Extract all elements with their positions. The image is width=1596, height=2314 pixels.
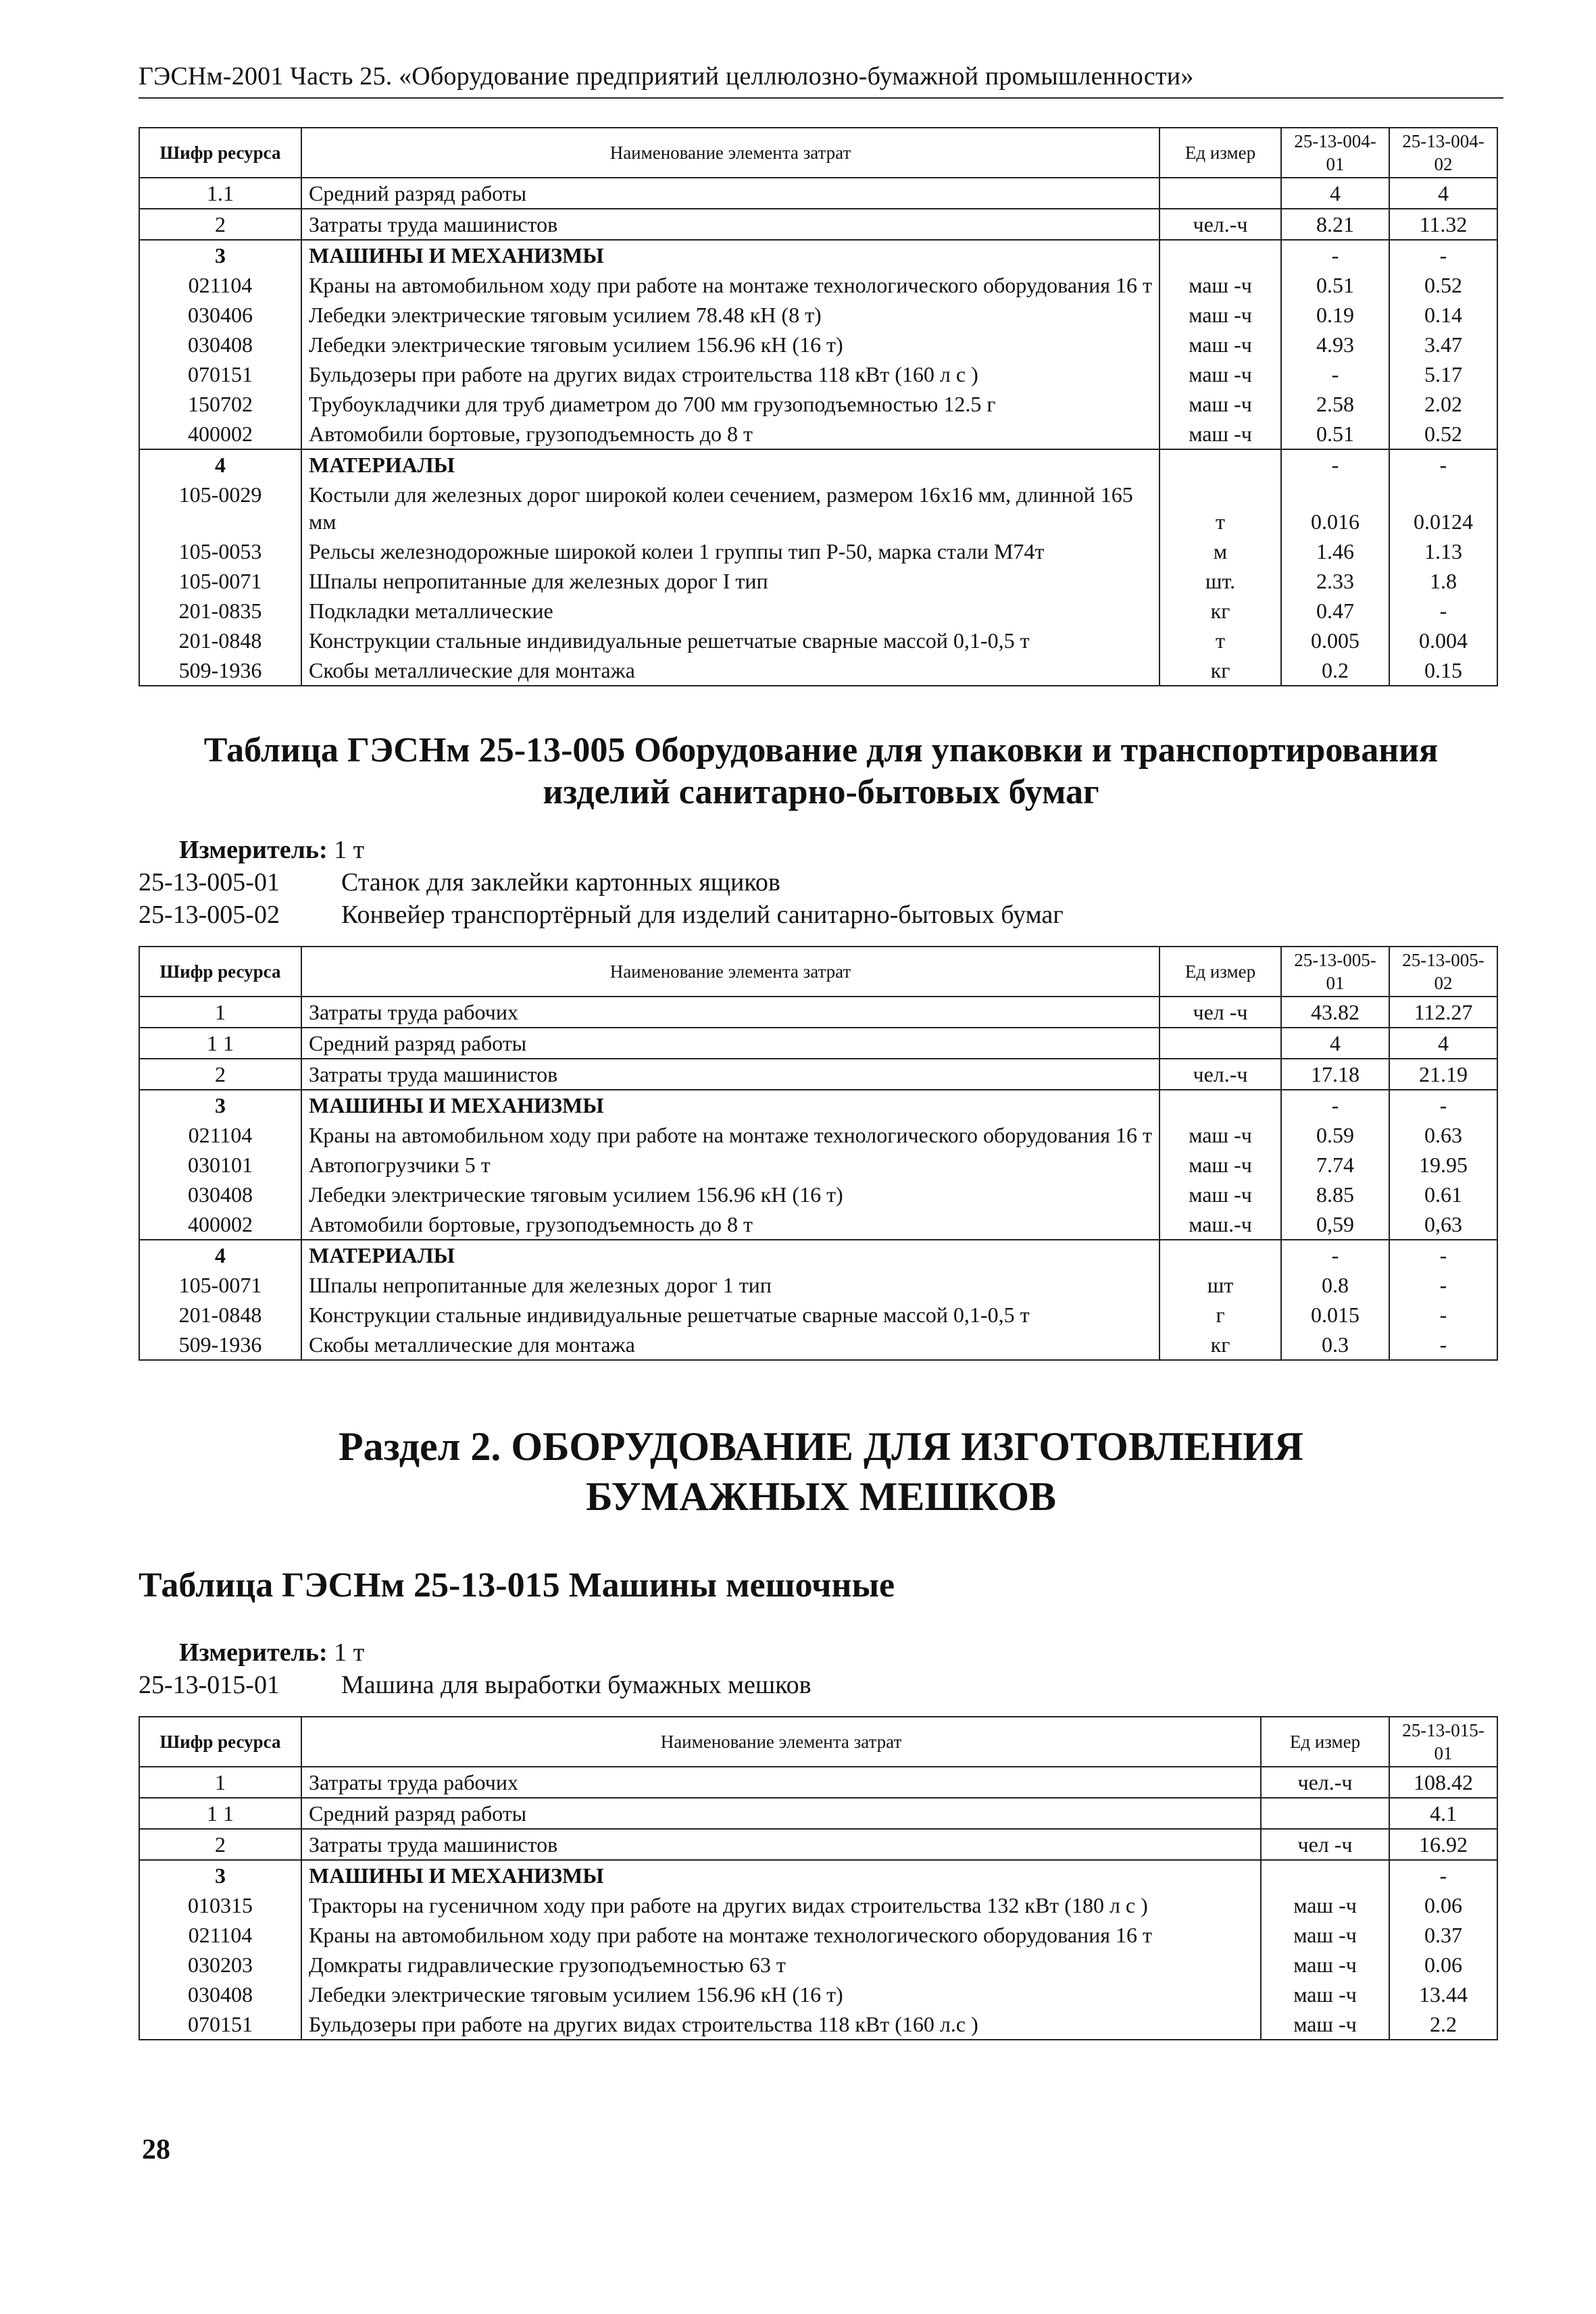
resource-unit: маш -ч <box>1159 1180 1281 1209</box>
resource-code: 4 <box>139 1240 301 1270</box>
resource-name: Бульдозеры при работе на других видах строительства 118 кВт (160 л.с ) <box>301 2009 1261 2040</box>
resource-value: - <box>1281 449 1389 480</box>
resource-name: Конструкции стальные индивидуальные решетчатые сварные массой 0,1-0,5 т <box>301 626 1159 655</box>
resource-value: 21.19 <box>1389 1059 1497 1090</box>
resource-unit: кг <box>1159 1330 1281 1360</box>
col-header-variant: 25-13-015-01 <box>1389 1717 1497 1767</box>
table-row <box>139 1059 1497 1090</box>
resource-value: 8.21 <box>1281 209 1389 240</box>
resource-unit: маш -ч <box>1159 300 1281 330</box>
col-header-unit: Ед измер <box>1159 947 1281 997</box>
resource-value: - <box>1389 1330 1497 1360</box>
table-row <box>139 997 1497 1028</box>
resource-unit: кг <box>1159 655 1281 686</box>
resource-code: 105-0071 <box>139 566 301 596</box>
table-row <box>139 1798 1497 1829</box>
table-row <box>139 1860 1497 1890</box>
table-row <box>139 1028 1497 1059</box>
resource-value: 0.52 <box>1389 270 1497 300</box>
resource-name: Краны на автомобильном ходу при работе на монтаже технологического оборудования 16 т <box>301 1120 1159 1150</box>
resource-code: 201-0848 <box>139 626 301 655</box>
resource-value: - <box>1281 1090 1389 1120</box>
resource-code: 021104 <box>139 1920 301 1950</box>
resource-unit: маш -ч <box>1261 1890 1389 1920</box>
resource-value: 0.61 <box>1389 1180 1497 1209</box>
resource-value: 0.06 <box>1389 1950 1497 1980</box>
table-row <box>139 1300 1497 1330</box>
table-row <box>139 655 1497 686</box>
table-row <box>139 1920 1497 1950</box>
table-row <box>139 1980 1497 2009</box>
resource-value: 2.33 <box>1281 566 1389 596</box>
col-header-code: Шифр ресурса <box>139 128 301 178</box>
resource-value: 0.8 <box>1281 1270 1389 1300</box>
resource-unit <box>1159 1240 1281 1270</box>
resource-code: 010315 <box>139 1890 301 1920</box>
resource-code: 400002 <box>139 419 301 449</box>
table-row <box>139 178 1497 209</box>
meter-value: 1 т <box>334 836 365 864</box>
table-row <box>139 389 1497 419</box>
variant-name: Машина для выработки бумажных мешков <box>341 1671 812 1699</box>
resource-name: Скобы металлические для монтажа <box>301 655 1159 686</box>
table-title-25-13-005: Таблица ГЭСНм 25-13-005 Оборудование для упаковки и транспортирования изделий санитарно-бытовых бумаг <box>203 731 1439 811</box>
resource-value: 7.74 <box>1281 1150 1389 1180</box>
resource-code: 070151 <box>139 2009 301 2040</box>
resource-code: 3 <box>139 240 301 270</box>
resource-code: 2 <box>139 1829 301 1860</box>
resource-value: 0.19 <box>1281 300 1389 330</box>
resource-unit: г <box>1159 1300 1281 1330</box>
col-header-unit: Ед измер <box>1261 1717 1389 1767</box>
resource-name: Трубоукладчики для труб диаметром до 700 мм грузоподъемностью 12.5 г <box>301 389 1159 419</box>
resource-unit: т <box>1159 626 1281 655</box>
resource-name: Конструкции стальные индивидуальные решетчатые сварные массой 0,1-0,5 т <box>301 1300 1159 1330</box>
resource-value: - <box>1281 359 1389 389</box>
resource-unit: шт. <box>1159 566 1281 596</box>
resource-unit: чел.-ч <box>1159 1059 1281 1090</box>
resource-unit: кг <box>1159 596 1281 626</box>
table-row <box>139 270 1497 300</box>
resource-code: 201-0835 <box>139 596 301 626</box>
resource-value: 0.52 <box>1389 419 1497 449</box>
table-row <box>139 1950 1497 1980</box>
table-row <box>139 1240 1497 1270</box>
table-row <box>139 1767 1497 1798</box>
table-row <box>139 330 1497 359</box>
col-header-code: Шифр ресурса <box>139 947 301 997</box>
resource-value: 1.46 <box>1281 536 1389 566</box>
resource-value: 0.59 <box>1281 1120 1389 1150</box>
table-row <box>139 359 1497 389</box>
resource-code: 1.1 <box>139 178 301 209</box>
table-row <box>139 536 1497 566</box>
table-row <box>139 419 1497 449</box>
resource-value: 5.17 <box>1389 359 1497 389</box>
resource-unit: м <box>1159 536 1281 566</box>
resource-unit: чел.-ч <box>1159 209 1281 240</box>
resource-unit <box>1159 449 1281 480</box>
resource-code: 021104 <box>139 270 301 300</box>
resource-value: 4 <box>1281 178 1389 209</box>
resource-unit <box>1159 178 1281 209</box>
meter-value: 1 т <box>334 1638 365 1667</box>
table-row <box>139 480 1497 536</box>
resource-value: 1.8 <box>1389 566 1497 596</box>
resource-name: Костыли для железных дорог широкой колеи сечением, размером 16х16 мм, длинной 165 мм <box>301 480 1159 536</box>
table-row <box>139 1090 1497 1120</box>
meter-label: Измеритель: <box>179 836 328 864</box>
resource-value: 0.2 <box>1281 655 1389 686</box>
table-row <box>139 1120 1497 1150</box>
resource-unit <box>1261 1798 1389 1829</box>
resource-code: 070151 <box>139 359 301 389</box>
resource-name: Затраты труда рабочих <box>301 997 1159 1028</box>
col-header-name: Наименование элемента затрат <box>301 947 1159 997</box>
col-header-name: Наименование элемента затрат <box>301 128 1159 178</box>
variant-name: Станок для заклейки картонных ящиков <box>341 868 780 897</box>
resource-value: 0.47 <box>1281 596 1389 626</box>
col-header-code: Шифр ресурса <box>139 1717 301 1767</box>
table-row <box>139 209 1497 240</box>
col-header-variant: 25-13-004-02 <box>1389 128 1497 178</box>
resource-value: 4 <box>1281 1028 1389 1059</box>
resource-unit <box>1159 1090 1281 1120</box>
resource-name: Средний разряд работы <box>301 178 1159 209</box>
resource-value: 0.3 <box>1281 1330 1389 1360</box>
resource-value: 4 <box>1389 1028 1497 1059</box>
resource-name: Средний разряд работы <box>301 1028 1159 1059</box>
resource-code: 030408 <box>139 1980 301 2009</box>
resource-value: - <box>1389 1090 1497 1120</box>
variant-code: 25-13-015-01 <box>139 1671 280 1699</box>
resource-unit: маш -ч <box>1159 270 1281 300</box>
resource-name: Средний разряд работы <box>301 1798 1261 1829</box>
resource-unit: чел -ч <box>1261 1829 1389 1860</box>
resource-code: 400002 <box>139 1209 301 1240</box>
table-row <box>139 1180 1497 1209</box>
resource-value: 108.42 <box>1389 1767 1497 1798</box>
col-header-variant: 25-13-005-01 <box>1281 947 1389 997</box>
resource-name: Лебедки электрические тяговым усилием 156.96 кН (16 т) <box>301 330 1159 359</box>
resource-value: 3.47 <box>1389 330 1497 359</box>
resource-code: 105-0071 <box>139 1270 301 1300</box>
resource-value: - <box>1389 240 1497 270</box>
resource-value: 0.06 <box>1389 1890 1497 1920</box>
document-page <box>139 61 1503 2040</box>
resource-value: - <box>1389 449 1497 480</box>
resource-value: 0.37 <box>1389 1920 1497 1950</box>
variant-line <box>139 866 1503 899</box>
resource-value: 16.92 <box>1389 1829 1497 1860</box>
resource-name: МАТЕРИАЛЫ <box>301 1240 1159 1270</box>
table-row <box>139 626 1497 655</box>
resource-unit: маш -ч <box>1261 1950 1389 1980</box>
resource-unit: маш -ч <box>1159 1120 1281 1150</box>
resource-code: 030408 <box>139 1180 301 1209</box>
resource-value: 0,59 <box>1281 1209 1389 1240</box>
resource-name: Бульдозеры при работе на других видах строительства 118 кВт (160 л с ) <box>301 359 1159 389</box>
resource-code: 150702 <box>139 389 301 419</box>
table-row <box>139 449 1497 480</box>
resource-code: 1 <box>139 997 301 1028</box>
resource-value: - <box>1389 596 1497 626</box>
resource-name: Лебедки электрические тяговым усилием 78.48 кН (8 т) <box>301 300 1159 330</box>
resource-value: - <box>1389 1240 1497 1270</box>
resource-name: Лебедки электрические тяговым усилием 156.96 кН (16 т) <box>301 1980 1261 2009</box>
resource-value: 0,63 <box>1389 1209 1497 1240</box>
resource-value: - <box>1281 240 1389 270</box>
resource-unit: шт <box>1159 1270 1281 1300</box>
resource-value: 4.93 <box>1281 330 1389 359</box>
resource-name: МАШИНЫ И МЕХАНИЗМЫ <box>301 1860 1261 1890</box>
resource-value: 0.004 <box>1389 626 1497 655</box>
resource-unit: т <box>1159 480 1281 536</box>
resource-code: 509-1936 <box>139 655 301 686</box>
resource-unit <box>1159 1028 1281 1059</box>
resource-value: 11.32 <box>1389 209 1497 240</box>
resource-code: 105-0029 <box>139 480 301 536</box>
resource-name: МАШИНЫ И МЕХАНИЗМЫ <box>301 1090 1159 1120</box>
resource-value: 112.27 <box>1389 997 1497 1028</box>
col-header-variant: 25-13-005-02 <box>1389 947 1497 997</box>
resource-value: 4.1 <box>1389 1798 1497 1829</box>
resource-unit: маш -ч <box>1261 1920 1389 1950</box>
resource-name: Затраты труда рабочих <box>301 1767 1261 1798</box>
resource-name: Краны на автомобильном ходу при работе на монтаже технологического оборудования 16 т <box>301 1920 1261 1950</box>
resource-code: 3 <box>139 1860 301 1890</box>
resource-code: 201-0848 <box>139 1300 301 1330</box>
running-header: ГЭСНм-2001 Часть 25. «Оборудование предприятий целлюлозно-бумажной промышленности» <box>139 61 1503 99</box>
resource-unit <box>1261 1860 1389 1890</box>
resource-value: - <box>1389 1270 1497 1300</box>
resource-value: 0.51 <box>1281 419 1389 449</box>
resource-code: 030203 <box>139 1950 301 1980</box>
resource-name: Скобы металлические для монтажа <box>301 1330 1159 1360</box>
resource-code: 1 <box>139 1767 301 1798</box>
variant-line <box>139 1669 1503 1701</box>
variant-code: 25-13-005-02 <box>139 901 280 929</box>
resource-unit: маш -ч <box>1159 1150 1281 1180</box>
resource-name: Домкраты гидравлические грузоподъемностью 63 т <box>301 1950 1261 1980</box>
resource-unit: чел -ч <box>1159 997 1281 1028</box>
resource-value: 0.51 <box>1281 270 1389 300</box>
resource-value: 0.016 <box>1281 480 1389 536</box>
resource-code: 2 <box>139 209 301 240</box>
table-title-25-13-015: Таблица ГЭСНм 25-13-015 Машины мешочные <box>139 1566 895 1605</box>
resource-name: Рельсы железнодорожные широкой колеи 1 группы тип Р-50, марка стали М74т <box>301 536 1159 566</box>
table-row <box>139 2009 1497 2040</box>
resource-code: 3 <box>139 1090 301 1120</box>
resource-unit <box>1159 240 1281 270</box>
resource-value: 0.14 <box>1389 300 1497 330</box>
resource-name: Лебедки электрические тяговым усилием 156.96 кН (16 т) <box>301 1180 1159 1209</box>
table-row <box>139 1829 1497 1860</box>
resource-value: 43.82 <box>1281 997 1389 1028</box>
resource-name: Автомобили бортовые, грузоподъемность до 8 т <box>301 419 1159 449</box>
resource-value: 2.58 <box>1281 389 1389 419</box>
col-header-name: Наименование элемента затрат <box>301 1717 1261 1767</box>
resource-code: 105-0053 <box>139 536 301 566</box>
resource-value: 17.18 <box>1281 1059 1389 1090</box>
resource-code: 030408 <box>139 330 301 359</box>
resource-value: 0.015 <box>1281 1300 1389 1330</box>
resource-unit: маш -ч <box>1159 330 1281 359</box>
resource-value: 0.63 <box>1389 1120 1497 1150</box>
col-header-variant: 25-13-004-01 <box>1281 128 1389 178</box>
resource-value: 2.02 <box>1389 389 1497 419</box>
resource-value: 19.95 <box>1389 1150 1497 1180</box>
resource-name: Автомобили бортовые, грузоподъемность до 8 т <box>301 1209 1159 1240</box>
resource-name: Шпалы непропитанные для железных дорог I тип <box>301 566 1159 596</box>
table-row <box>139 300 1497 330</box>
table-row <box>139 1209 1497 1240</box>
resource-code: 509-1936 <box>139 1330 301 1360</box>
meter-line <box>139 834 1503 866</box>
resource-name: Затраты труда машинистов <box>301 1829 1261 1860</box>
table-row <box>139 1330 1497 1360</box>
variant-name: Конвейер транспортёрный для изделий санитарно-бытовых бумаг <box>341 901 1064 929</box>
resource-table-25-13-004 <box>139 127 1498 686</box>
resource-unit: маш -ч <box>1159 359 1281 389</box>
table-row <box>139 1890 1497 1920</box>
resource-table-25-13-005 <box>139 946 1498 1361</box>
resource-value: - <box>1281 1240 1389 1270</box>
variant-line <box>139 899 1503 931</box>
table-row <box>139 566 1497 596</box>
resource-name: МАТЕРИАЛЫ <box>301 449 1159 480</box>
resource-unit: маш -ч <box>1159 389 1281 419</box>
resource-name: Затраты труда машинистов <box>301 209 1159 240</box>
col-header-unit: Ед измер <box>1159 128 1281 178</box>
resource-unit: чел.-ч <box>1261 1767 1389 1798</box>
resource-name: Автопогрузчики 5 т <box>301 1150 1159 1180</box>
resource-value: 0.0124 <box>1389 480 1497 536</box>
resource-value: 1.13 <box>1389 536 1497 566</box>
resource-value: 13.44 <box>1389 1980 1497 2009</box>
resource-value: 0.15 <box>1389 655 1497 686</box>
resource-value: - <box>1389 1860 1497 1890</box>
resource-code: 2 <box>139 1059 301 1090</box>
resource-table-25-13-015 <box>139 1716 1498 2040</box>
resource-code: 021104 <box>139 1120 301 1150</box>
meter-line <box>139 1636 1503 1669</box>
resource-value: 2.2 <box>1389 2009 1497 2040</box>
resource-value: 0.005 <box>1281 626 1389 655</box>
resource-name: МАШИНЫ И МЕХАНИЗМЫ <box>301 240 1159 270</box>
resource-code: 1 1 <box>139 1028 301 1059</box>
table-row <box>139 240 1497 270</box>
table-row <box>139 1150 1497 1180</box>
resource-code: 030406 <box>139 300 301 330</box>
resource-code: 1 1 <box>139 1798 301 1829</box>
table-row <box>139 1270 1497 1300</box>
resource-name: Затраты труда машинистов <box>301 1059 1159 1090</box>
resource-value: 4 <box>1389 178 1497 209</box>
resource-value: - <box>1389 1300 1497 1330</box>
variant-code: 25-13-005-01 <box>139 868 280 897</box>
page-number: 28 <box>142 2134 170 2165</box>
resource-name: Подкладки металлические <box>301 596 1159 626</box>
resource-code: 030101 <box>139 1150 301 1180</box>
resource-unit: маш.-ч <box>1159 1209 1281 1240</box>
meter-label: Измеритель: <box>179 1638 328 1667</box>
resource-code: 4 <box>139 449 301 480</box>
resource-unit: маш -ч <box>1159 419 1281 449</box>
resource-value: 8.85 <box>1281 1180 1389 1209</box>
section-title: Раздел 2. ОБОРУДОВАНИЕ ДЛЯ ИЗГОТОВЛЕНИЯ БУМАЖНЫХ МЕШКОВ <box>339 1424 1303 1519</box>
resource-name: Краны на автомобильном ходу при работе на монтаже технологического оборудования 16 т <box>301 270 1159 300</box>
table-row <box>139 596 1497 626</box>
resource-name: Тракторы на гусеничном ходу при работе на других видах строительства 132 кВт (180 л с ) <box>301 1890 1261 1920</box>
resource-unit: маш -ч <box>1261 2009 1389 2040</box>
resource-name: Шпалы непропитанные для железных дорог 1 тип <box>301 1270 1159 1300</box>
resource-unit: маш -ч <box>1261 1980 1389 2009</box>
